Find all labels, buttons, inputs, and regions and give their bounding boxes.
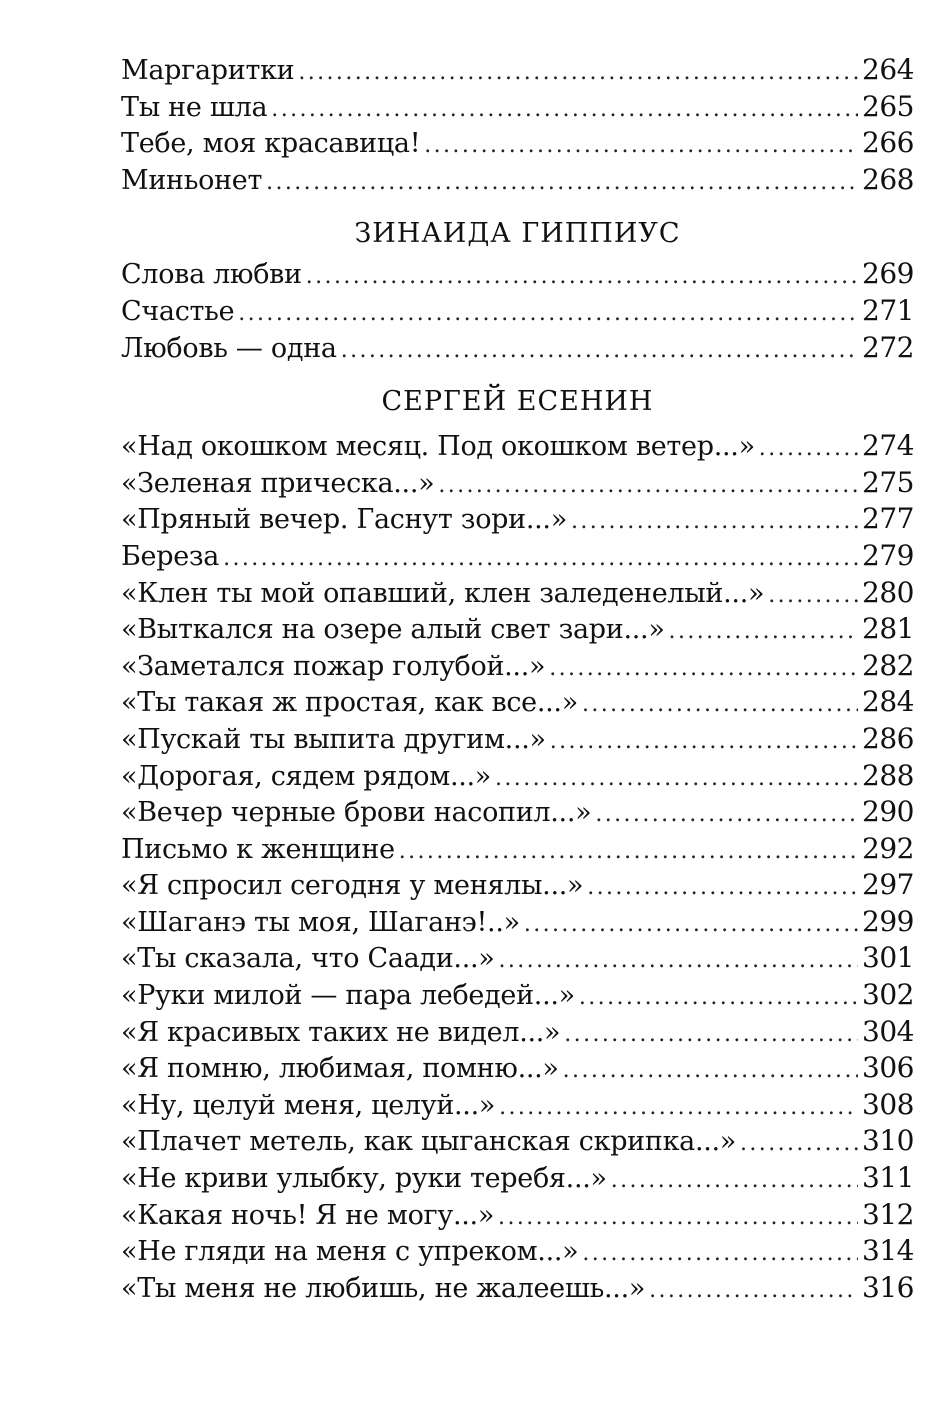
dot-leader (549, 651, 858, 685)
dot-leader (759, 431, 858, 465)
entry-page: 274 (862, 429, 914, 463)
entry-page: 316 (862, 1270, 914, 1304)
toc-entry[interactable] (121, 940, 914, 977)
entry-page: 306 (862, 1051, 914, 1085)
toc-entry[interactable] (121, 1233, 914, 1270)
dot-leader (564, 1017, 858, 1051)
dot-leader (582, 687, 858, 721)
dot-leader (399, 834, 858, 868)
dot-leader (498, 1200, 858, 1234)
entry-page: 279 (862, 538, 914, 572)
dot-leader (582, 1236, 858, 1270)
dot-leader (495, 761, 858, 795)
entry-title: Слова любви (121, 259, 302, 291)
toc-entry[interactable] (121, 1197, 914, 1234)
author-heading: СЕРГЕЙ ЕСЕНИН (381, 386, 654, 418)
toc-entry[interactable] (121, 758, 914, 795)
toc-entry[interactable] (121, 611, 914, 648)
entry-page: 275 (862, 465, 914, 499)
toc-entry[interactable] (121, 1270, 914, 1307)
dot-leader (550, 724, 858, 758)
toc-entry[interactable] (121, 256, 914, 293)
entry-title: «Я спросил сегодня у менялы...» (121, 870, 584, 902)
toc-entry[interactable] (121, 1160, 914, 1197)
entry-page: 288 (862, 758, 914, 792)
entry-page: 269 (862, 257, 914, 291)
dot-leader (595, 797, 858, 831)
dot-leader (438, 468, 858, 502)
dot-leader (524, 907, 858, 941)
dot-leader (424, 128, 858, 162)
entry-page: 302 (862, 978, 914, 1012)
toc-entry[interactable] (121, 1123, 914, 1160)
entry-title: Миньонет (121, 164, 263, 196)
dot-leader (611, 1163, 858, 1197)
entry-title: «Ты сказала, что Саади...» (121, 943, 495, 975)
entry-page: 310 (862, 1124, 914, 1158)
entry-title: «Шаганэ ты моя, Шаганэ!..» (121, 906, 520, 938)
dot-leader (223, 541, 858, 575)
entry-title: «Пускай ты выпита другим...» (121, 723, 546, 755)
dot-leader (587, 870, 858, 904)
toc-entry[interactable] (121, 794, 914, 831)
dot-leader (298, 55, 858, 89)
entry-page: 301 (862, 941, 914, 975)
entry-page: 268 (862, 162, 914, 196)
entry-title: «Зеленая прическа...» (121, 467, 435, 499)
entry-title: «Не гляди на меня с упреком...» (121, 1236, 579, 1268)
entry-page: 311 (862, 1161, 914, 1195)
toc-section (121, 52, 914, 198)
dot-leader (499, 943, 859, 977)
entry-title: «Пряный вечер. Гаснут зори...» (121, 504, 567, 536)
entry-page: 304 (862, 1014, 914, 1048)
toc-entry[interactable] (121, 575, 914, 612)
dot-leader (306, 259, 858, 293)
table-of-contents (121, 52, 914, 1306)
toc-entry[interactable] (121, 831, 914, 868)
entry-page: 286 (862, 721, 914, 755)
entry-title: «Вечер черные брови насопил...» (121, 797, 592, 829)
dot-leader (266, 165, 858, 199)
entry-page: 271 (862, 293, 914, 327)
entry-page: 299 (862, 904, 914, 938)
dot-leader (740, 1126, 858, 1160)
entry-title: «Какая ночь! Я не могу...» (121, 1199, 495, 1231)
entry-page: 280 (862, 575, 914, 609)
entry-page: 277 (862, 502, 914, 536)
entry-title: «Над окошком месяц. Под окошком ветер...» (121, 431, 755, 463)
toc-entry[interactable] (121, 648, 914, 685)
entry-page: 282 (862, 648, 914, 682)
toc-entry[interactable] (121, 867, 914, 904)
toc-entry[interactable] (121, 501, 914, 538)
entry-page: 292 (862, 831, 914, 865)
entry-page: 265 (862, 89, 914, 123)
dot-leader (341, 333, 858, 367)
toc-entry[interactable] (121, 89, 914, 126)
toc-entry[interactable] (121, 293, 914, 330)
entry-title: «Ну, целуй меня, целуй...» (121, 1089, 496, 1121)
toc-entry[interactable] (121, 1087, 914, 1124)
entry-title: Береза (121, 540, 220, 572)
dot-leader (649, 1273, 858, 1307)
entry-title: «Выткался на озере алый свет зари...» (121, 614, 665, 646)
toc-entry[interactable] (121, 1014, 914, 1051)
author-heading: ЗИНАИДА ГИППИУС (354, 218, 681, 250)
dot-leader (563, 1053, 858, 1087)
entry-page: 290 (862, 795, 914, 829)
toc-entry[interactable] (121, 1050, 914, 1087)
toc-entry[interactable] (121, 52, 914, 89)
toc-entry[interactable] (121, 904, 914, 941)
entry-page: 308 (862, 1087, 914, 1121)
dot-leader (238, 296, 858, 330)
dot-leader (571, 504, 858, 538)
toc-section (121, 382, 914, 1306)
toc-entry[interactable] (121, 465, 914, 502)
entry-page: 272 (862, 330, 914, 364)
entry-page: 281 (862, 612, 914, 646)
entry-page: 284 (862, 685, 914, 719)
entry-title: Ты не шла (121, 91, 268, 123)
entry-title: Счастье (121, 295, 235, 327)
toc-section (121, 214, 914, 366)
entry-title: «Заметался пожар голубой...» (121, 650, 546, 682)
entry-title: «Ты меня не любишь, не жалеешь...» (121, 1272, 646, 1304)
dot-leader (768, 578, 858, 612)
toc-entry[interactable] (121, 162, 914, 199)
entry-page: 312 (862, 1197, 914, 1231)
toc-entry[interactable] (121, 684, 914, 721)
entry-title: Тебе, моя красавица! (121, 128, 421, 160)
toc-entry[interactable] (121, 428, 914, 465)
toc-entry[interactable] (121, 330, 914, 367)
entry-title: Маргаритки (121, 55, 295, 86)
entry-title: «Руки милой — пара лебедей...» (121, 980, 575, 1012)
entry-page: 314 (862, 1234, 914, 1268)
toc-entry[interactable] (121, 977, 914, 1014)
entry-title: Письмо к женщине (121, 833, 395, 865)
dot-leader (579, 980, 858, 1014)
toc-entry[interactable] (121, 538, 914, 575)
dot-leader (271, 92, 858, 126)
entry-title: Любовь — одна (121, 332, 337, 364)
entry-title: «Плачет метель, как цыганская скрипка...» (121, 1126, 737, 1158)
entry-page: 264 (862, 53, 914, 86)
entry-title: «Я красивых таких не видел...» (121, 1016, 561, 1048)
toc-entry[interactable] (121, 721, 914, 758)
entry-title: «Дорогая, сядем рядом...» (121, 760, 492, 792)
entry-title: «Не криви улыбку, руки теребя...» (121, 1163, 607, 1195)
dot-leader (669, 614, 859, 648)
entry-title: «Клен ты мой опавший, клен заледенелый...» (121, 577, 765, 609)
entry-title: «Я помню, любимая, помню...» (121, 1053, 559, 1085)
toc-entry[interactable] (121, 125, 914, 162)
entry-page: 297 (862, 868, 914, 902)
dot-leader (499, 1090, 858, 1124)
entry-title: «Ты такая ж простая, как все...» (121, 687, 578, 719)
entry-page: 266 (862, 126, 914, 160)
